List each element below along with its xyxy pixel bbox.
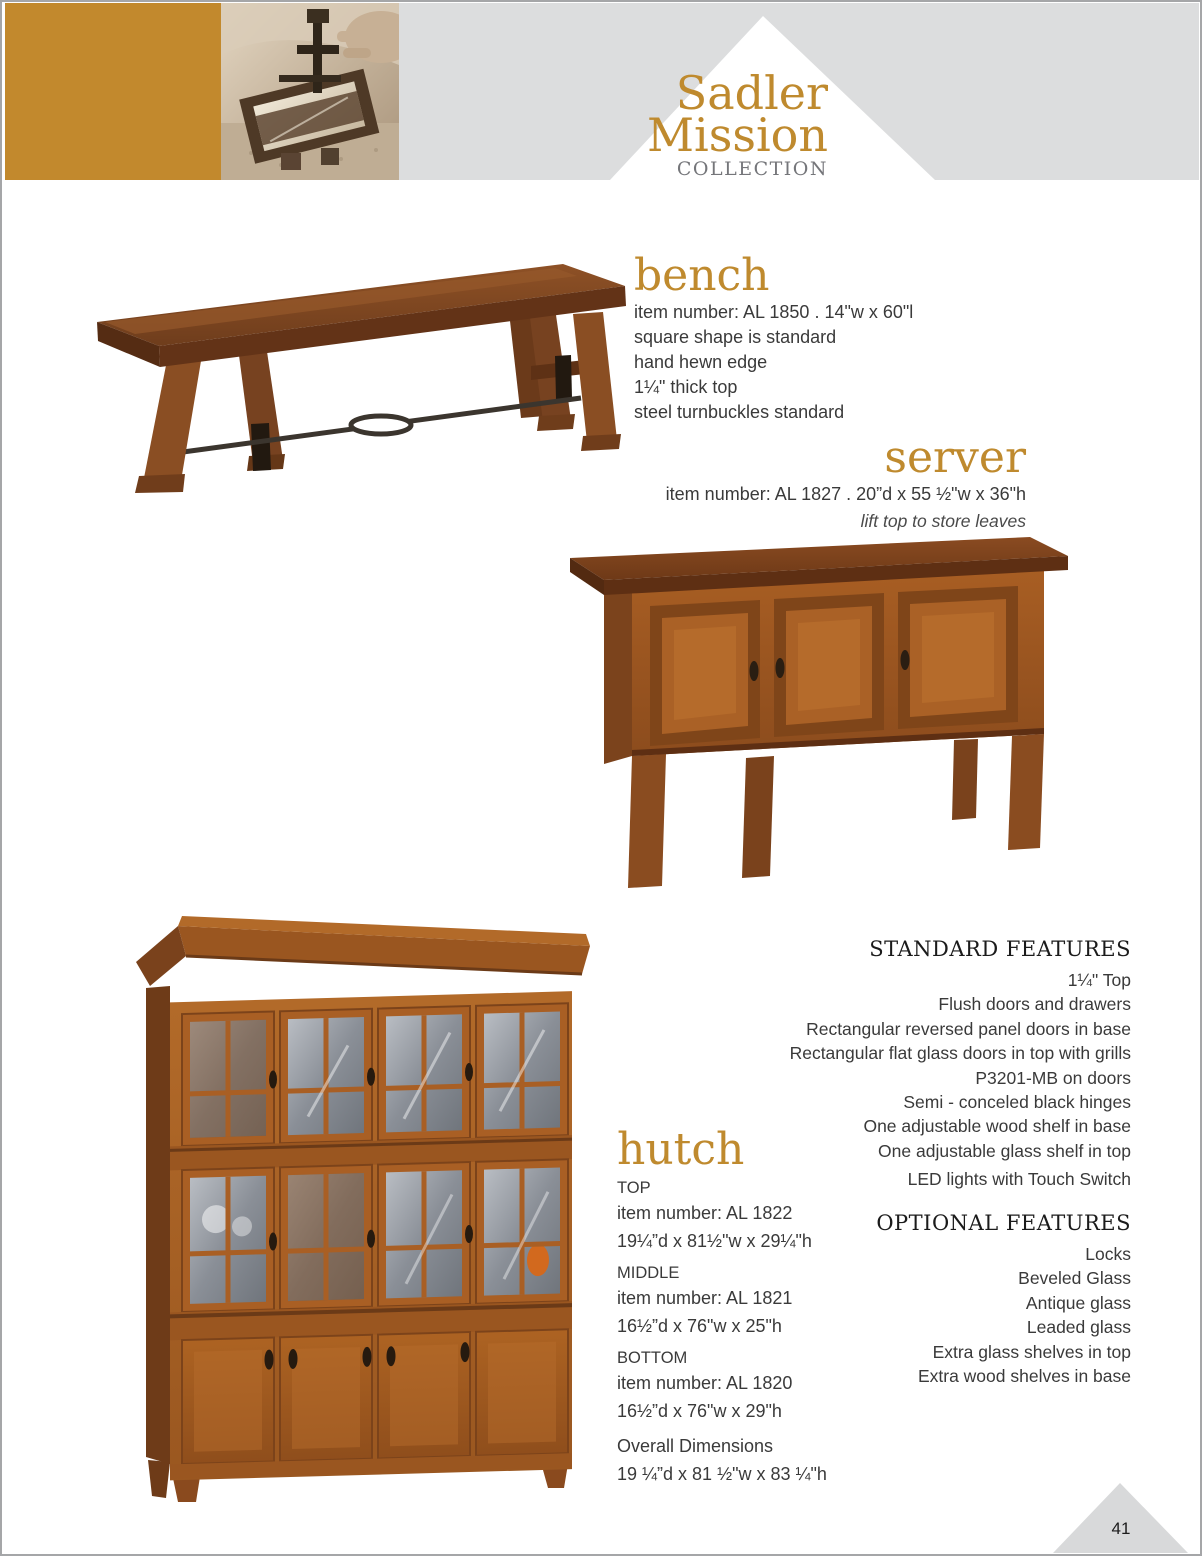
feature-item: Leaded glass xyxy=(1026,1317,1131,1338)
feature-item: LED lights with Touch Switch xyxy=(907,1169,1131,1190)
server-illustration xyxy=(562,528,1080,890)
page-number: 41 xyxy=(1111,1519,1131,1538)
hutch-overall-dims: 19 ¼”d x 81 ½"w x 83 ¼"h xyxy=(617,1464,827,1484)
feature-item: Flush doors and drawers xyxy=(938,994,1131,1015)
optional-features-heading: OPTIONAL FEATURES xyxy=(876,1211,1131,1235)
feature-item: Extra wood shelves in base xyxy=(917,1366,1131,1387)
server-photo xyxy=(562,528,1080,890)
hutch-photo xyxy=(112,912,610,1512)
bench-photo xyxy=(85,248,640,493)
feature-item: One adjustable wood shelf in base xyxy=(863,1116,1131,1137)
feature-item: Antique glass xyxy=(1025,1292,1131,1313)
hutch-bottom-dims: 16½”d x 76"w x 29"h xyxy=(617,1401,782,1421)
feature-item: 1¼" Top xyxy=(1067,970,1131,990)
feature-item: P3201-MB on doors xyxy=(975,1067,1131,1088)
optional-features-section xyxy=(876,1210,1131,1388)
bench-spec-line: steel turnbuckles standard xyxy=(634,402,845,422)
feature-item: Beveled Glass xyxy=(1018,1268,1131,1289)
server-title: server xyxy=(884,432,1026,483)
bench-spec-line: hand hewn edge xyxy=(634,352,768,372)
bench-spec-line: square shape is standard xyxy=(634,327,837,347)
hutch-overall-label: Overall Dimensions xyxy=(617,1436,774,1456)
bench-spec-line: item number: AL 1850 . 14"w x 60"l xyxy=(634,302,914,322)
feature-item: Rectangular reversed panel doors in base xyxy=(806,1018,1131,1039)
hutch-middle-label: MIDDLE xyxy=(617,1264,680,1282)
collection-title xyxy=(454,66,828,180)
hutch-bottom-label: BOTTOM xyxy=(617,1349,688,1367)
collection-title-line3: COLLECTION xyxy=(676,158,828,180)
hutch-top-dims: 19¼”d x 81½"w x 29¼"h xyxy=(617,1231,812,1251)
craftsmanship-photo xyxy=(221,3,399,180)
bench-title: bench xyxy=(634,250,770,301)
collection-title-line1: Sadler xyxy=(675,66,828,120)
feature-item: Rectangular flat glass doors in top with grills xyxy=(789,1043,1131,1064)
bench-spec-line: 1¼" thick top xyxy=(634,377,738,397)
hutch-top-label: TOP xyxy=(617,1179,651,1197)
hutch-illustration xyxy=(112,912,610,1512)
server-spec-line: item number: AL 1827 . 20”d x 55 ½"w x 36"h xyxy=(665,484,1026,504)
hutch-bottom-item: item number: AL 1820 xyxy=(617,1373,793,1393)
page-number-triangle xyxy=(1053,1481,1189,1554)
feature-item: Extra glass shelves in top xyxy=(932,1341,1131,1362)
feature-item: Semi - conceled black hinges xyxy=(903,1092,1131,1113)
hutch-title: hutch xyxy=(617,1124,745,1175)
feature-item: Locks xyxy=(1085,1244,1131,1264)
collection-title-line2: Mission xyxy=(646,108,828,162)
hutch-middle-dims: 16½”d x 76"w x 25"h xyxy=(617,1316,782,1336)
hutch-section xyxy=(617,1126,877,1485)
bench-illustration xyxy=(85,248,640,493)
standard-features-heading: STANDARD FEATURES xyxy=(869,937,1131,961)
server-section xyxy=(666,434,1026,533)
glass-cutting-photo-illustration xyxy=(221,3,399,180)
hutch-top-item: item number: AL 1822 xyxy=(617,1203,793,1223)
server-note: lift top to store leaves xyxy=(860,511,1026,531)
hutch-middle-item: item number: AL 1821 xyxy=(617,1288,793,1308)
gold-accent-square xyxy=(5,3,221,180)
feature-item: One adjustable glass shelf in top xyxy=(878,1140,1131,1161)
bench-section xyxy=(634,252,913,425)
